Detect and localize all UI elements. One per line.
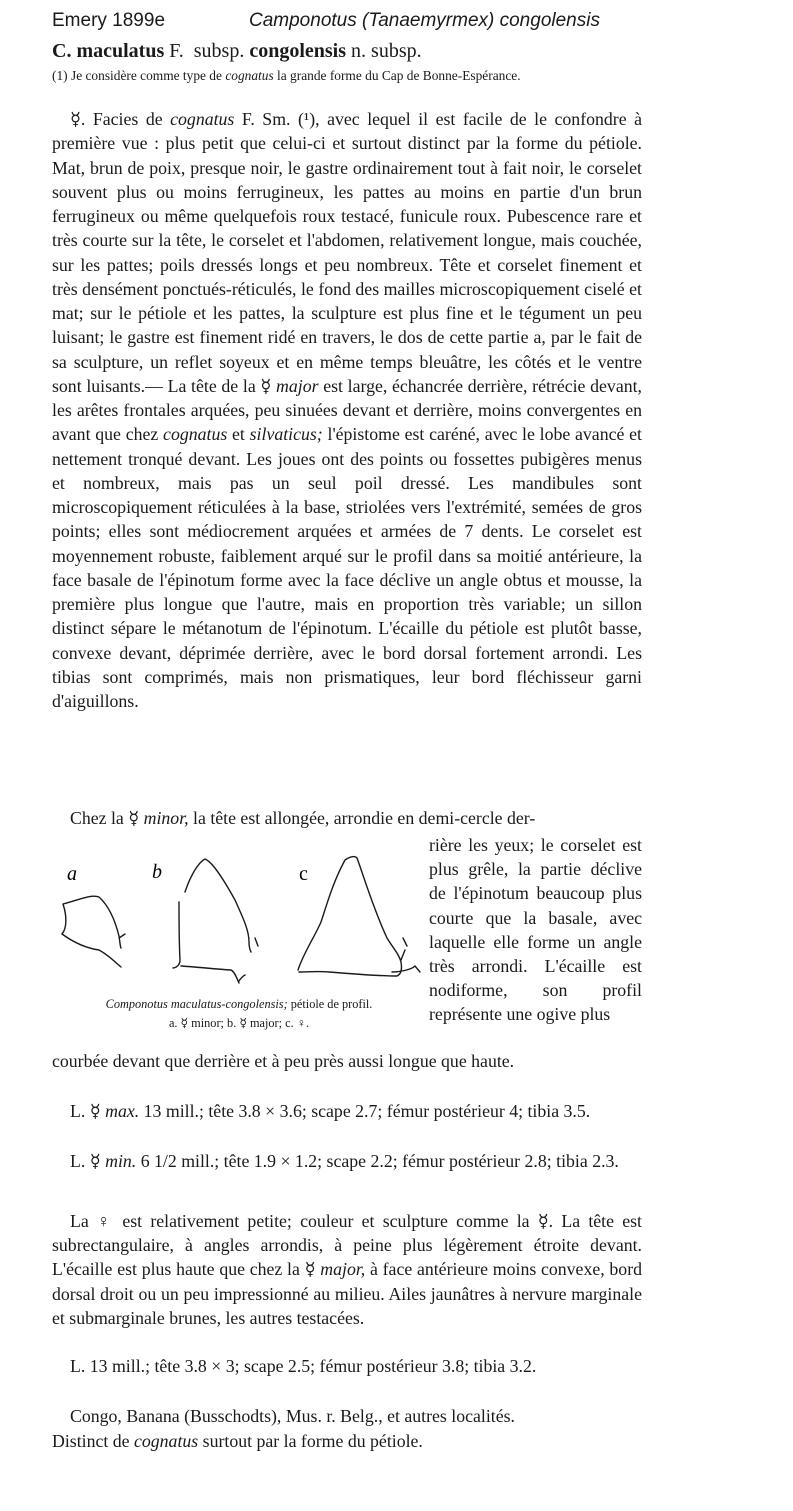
title-genus: C. maculatus	[52, 40, 165, 62]
caption-italic: Componotus maculatus-congolensis;	[105, 997, 288, 1011]
distribution-line-2-italic: cognatus	[133, 1431, 199, 1451]
measure-minor-text: 6 1/2 mill.; tête 1.9 × 1.2; scape 2.2; fémur postérieur 2.8; tibia 2.3.	[136, 1151, 619, 1171]
distribution-line-1: Congo, Banana (Busschodts), Mus. r. Belg., et autres localités.	[70, 1406, 515, 1426]
title-name: congolensis	[249, 40, 347, 62]
footnote-text-after: la grande forme du Cap de Bonne-Espérance.	[277, 68, 521, 83]
figure-caption	[55, 995, 423, 1033]
caption-line-2: a. ☿ minor; b. ☿ major; c. ♀.	[168, 1016, 310, 1030]
figure-label-b: b	[152, 861, 162, 883]
title-status: n. subsp.	[351, 40, 422, 62]
worker-description-segment: et	[227, 424, 250, 445]
figure-label-c: c	[299, 863, 308, 885]
petiole-outline-a	[62, 896, 125, 967]
worker-description-segment: silvaticus;	[249, 424, 323, 445]
title-subsp-label: subsp.	[193, 40, 245, 62]
distribution-line-2-after: surtout par la forme du pétiole.	[198, 1431, 423, 1451]
measure-major-caste: max.	[105, 1101, 140, 1121]
measure-minor-prefix: L. ☿	[70, 1151, 106, 1171]
caption-line-1	[55, 995, 423, 1014]
measure-major-text: 13 mill.; tête 3.8 × 3.6; scape 2.7; fémur postérieur 4; tibia 3.5.	[139, 1101, 591, 1121]
minor-lead-before: Chez la ☿	[70, 808, 144, 828]
measurements-female: L. 13 mill.; tête 3.8 × 3; scape 2.5; fémur postérieur 3.8; tibia 3.2.	[70, 1356, 537, 1376]
worker-description-segment: cognatus	[163, 424, 228, 445]
figure-label-a: a	[67, 863, 77, 885]
female-description	[52, 1209, 642, 1330]
worker-description-segment: F. Sm. (¹), avec lequel il est facile de le confondre à première vue : plus petit que celui-ci et surtout distinct par la forme du pétiole. Mat, brun de poix, presque noir, le gastre ordinairement tout à fait noir, le corselet souvent plus ou moins ferrugineux, les pattes au moins en partie d'un brun ferrugineux ou même quelquefois roux testacé, funicule roux. Pubescence rare et très courte sur la tête, le corselet et l'abdomen, relativement longue, mais couchée, sur les pattes; poils dressés longs et peu nombreux. Tête et corselet finement et très densément ponctués-réticulés, le fond des mailles microscopiquement ciselé et mat; sur le pétiole et les pattes, la sculpture est plus fine et le tégument un peu luisant; le gastre est finement ridé en travers, le dos de cette partie a, par le fait de sa sculpture, un reflet soyeux et en même temps bleuâtre, les côtés et le ventre sont luisants.— La tête de la ☿	[52, 109, 643, 396]
measure-minor-caste: min.	[105, 1151, 137, 1171]
footnote-marker: (1)	[52, 68, 68, 83]
worker-description-segment: ☿. Facies de	[70, 109, 171, 129]
female-before: La ♀ est relativement petite; couleur et sculpture comme la ☿. La tête est subrectangulaire, à angles arrondis, à peine plus légèrement étroite devant. L'écaille est plus haute que chez la ☿	[52, 1211, 642, 1280]
citation-label: Emery 1899e	[52, 10, 166, 31]
taxon-header: Camponotus (Tanaemyrmex) congolensis	[249, 10, 600, 31]
title-author: F.	[169, 40, 184, 62]
minor-description-column: rière les yeux; le corselet est plus grêle, la partie déclive de l'épinotum beaucoup plus courte que la basale, avec laquelle elle forme un angle très arrondi. L'écaille est nodiforme, son profil représente une ogive plus	[429, 835, 642, 1025]
footnote-italic: cognatus	[225, 68, 274, 83]
female-italic: major,	[320, 1259, 366, 1280]
caption-after: pétiole de profil.	[287, 997, 373, 1011]
minor-description-tail: courbée devant que derrière et à peu près aussi longue que haute.	[52, 1051, 515, 1071]
measurements-major	[52, 1099, 642, 1123]
footnote-text-before: Je considère comme type de	[70, 68, 222, 83]
worker-description-segment: major	[276, 375, 319, 396]
worker-description-segment: l'épistome est caréné, avec le lobe avancé et nettement tronqué devant. Les joues ont des points ou fossettes pubigères menus et nombreux, mais pas un seul poil dressé. Les mandibules sont microscopiquement réticulées à la base, striolées vers l'extrémité, semées de gros points; elles sont médiocrement arquées et armées de 7 dents. Le corselet est moyennement robuste, faiblement arqué sur le profil dans sa moitié antérieure, la face basale de l'épinotum forme avec la face déclive un angle obtus et mousse, la première plus longue que l'autre, mais en proportion très variable; un sillon distinct sépare le métanotum de l'épinotum. L'écaille du pétiole est plutôt basse, convexe devant, déprimée derrière, avec le bord dorsal fortement arrondi. Les tibias sont comprimés, mais non prismatiques, leur bord fléchisseur garni d'aiguillons.	[52, 424, 642, 711]
footnote	[52, 67, 642, 85]
distribution-line-2-before: Distinct de	[52, 1431, 134, 1451]
female-after: à face antérieure moins convexe, bord dorsal droit ou un peu impressionné au milieu. Ailes jaunâtres à nervure marginale et submarginale brunes, les autres testacées.	[52, 1259, 643, 1328]
measurements-minor	[52, 1149, 642, 1173]
worker-description	[52, 107, 642, 713]
distribution	[52, 1404, 642, 1454]
worker-description-segment: cognatus	[170, 109, 235, 129]
minor-description-lead	[70, 808, 535, 829]
measure-major-prefix: L. ☿	[70, 1101, 106, 1121]
page-header	[52, 10, 752, 36]
minor-lead-italic: minor,	[143, 808, 189, 828]
petiole-figure	[55, 842, 425, 997]
petiole-outline-c	[298, 857, 420, 976]
minor-lead-after: la tête est allongée, arrondie en demi-cercle der-	[188, 808, 536, 828]
petiole-outline-b	[173, 859, 258, 983]
worker-description-segment: est large, échancrée derrière, rétrécie devant, les arêtes frontales arquées, peu sinuées devant et derrière, moins convergentes en avant que chez	[52, 375, 642, 445]
taxon-title	[52, 40, 422, 63]
